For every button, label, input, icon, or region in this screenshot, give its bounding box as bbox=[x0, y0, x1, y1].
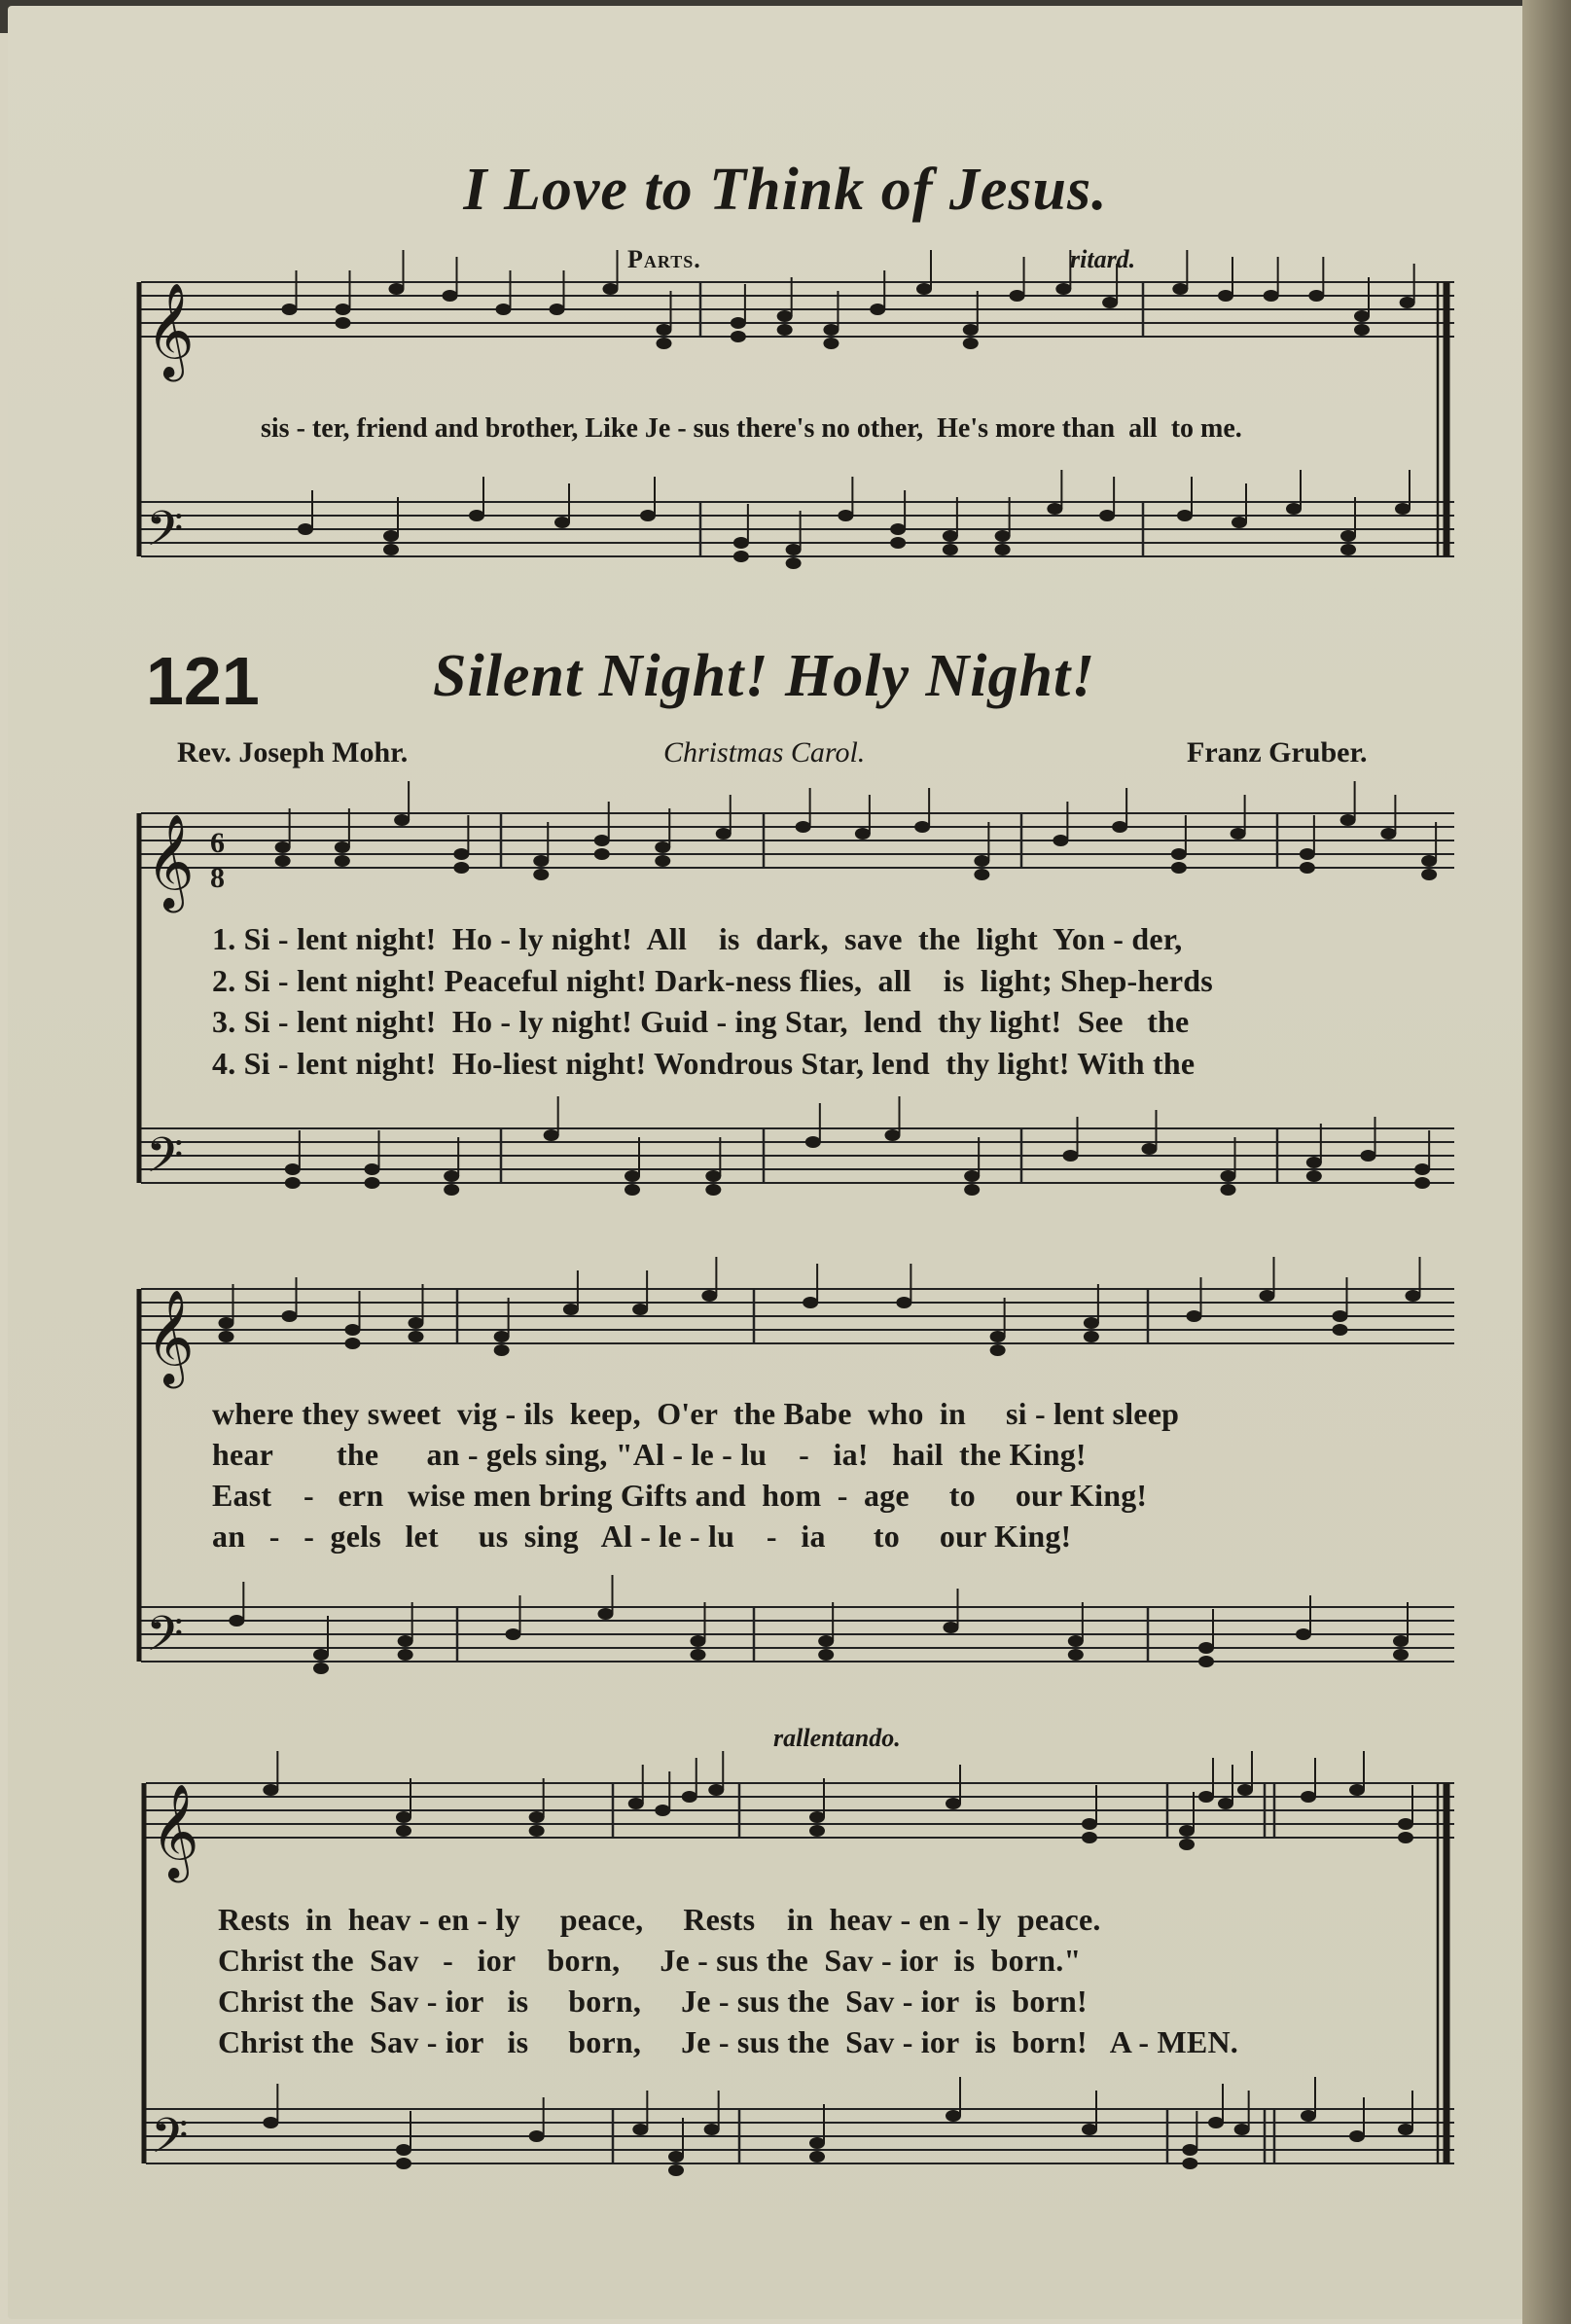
note bbox=[603, 283, 619, 295]
note bbox=[365, 1163, 380, 1175]
note bbox=[1208, 2117, 1224, 2128]
note bbox=[1393, 1635, 1409, 1647]
note bbox=[1308, 290, 1324, 302]
note bbox=[914, 821, 930, 833]
hymn-title: Silent Night! Holy Night! bbox=[433, 643, 1096, 709]
note bbox=[995, 544, 1011, 555]
note bbox=[1414, 1163, 1430, 1175]
note bbox=[263, 1784, 278, 1796]
note bbox=[365, 1177, 380, 1189]
note bbox=[1400, 297, 1415, 308]
bass-clef-icon: 𝄢 bbox=[146, 1127, 184, 1196]
note bbox=[1333, 1310, 1348, 1322]
note bbox=[1380, 828, 1396, 840]
note bbox=[313, 1663, 329, 1674]
note bbox=[657, 324, 672, 336]
note bbox=[506, 1628, 521, 1640]
note bbox=[655, 841, 670, 853]
note bbox=[1053, 835, 1068, 846]
note bbox=[777, 310, 793, 322]
bass-clef-icon: 𝄢 bbox=[151, 2108, 189, 2176]
note bbox=[890, 523, 906, 535]
note bbox=[298, 523, 313, 535]
note bbox=[1232, 517, 1247, 528]
note bbox=[855, 828, 871, 840]
note bbox=[1395, 503, 1410, 515]
note bbox=[974, 855, 989, 867]
composer-credit: Franz Gruber. bbox=[1187, 736, 1368, 769]
note bbox=[818, 1649, 834, 1661]
note bbox=[383, 544, 399, 555]
note bbox=[1398, 2124, 1413, 2135]
bass-clef-icon: 𝄢 bbox=[146, 501, 184, 569]
note bbox=[1187, 1310, 1202, 1322]
note bbox=[1055, 283, 1071, 295]
note bbox=[533, 855, 549, 867]
note bbox=[1047, 503, 1062, 515]
note bbox=[1349, 2130, 1365, 2142]
note bbox=[496, 304, 512, 315]
author-credit: Rev. Joseph Mohr. bbox=[177, 736, 409, 769]
note bbox=[809, 2137, 825, 2149]
note bbox=[396, 1811, 411, 1823]
note bbox=[708, 1784, 724, 1796]
hymn-number: 121 bbox=[146, 643, 260, 719]
note bbox=[704, 2124, 720, 2135]
lyric-line: Christ the Sav - ior is born, Je - sus the Sav - ior is born! A - MEN. bbox=[218, 2024, 1238, 2059]
note bbox=[598, 1608, 614, 1620]
note bbox=[1221, 1170, 1236, 1182]
note bbox=[335, 855, 350, 867]
note bbox=[1171, 848, 1187, 860]
note bbox=[990, 1344, 1006, 1356]
note bbox=[529, 1811, 545, 1823]
note bbox=[533, 869, 549, 880]
note bbox=[1198, 1656, 1214, 1667]
note bbox=[916, 283, 932, 295]
treble-clef-icon: 𝄞 bbox=[146, 813, 195, 909]
note bbox=[657, 338, 672, 349]
note bbox=[443, 290, 458, 302]
note bbox=[336, 317, 351, 329]
note bbox=[668, 2164, 684, 2176]
lyric-line: where they sweet vig - ils keep, O'er the Babe who in si - lent sleep bbox=[212, 1396, 1180, 1431]
note bbox=[1084, 1331, 1099, 1342]
note bbox=[731, 317, 746, 329]
note bbox=[1414, 1177, 1430, 1189]
note bbox=[1198, 1642, 1214, 1654]
note bbox=[1398, 1832, 1413, 1843]
note bbox=[668, 2151, 684, 2163]
note bbox=[1068, 1649, 1084, 1661]
note bbox=[809, 2151, 825, 2163]
note bbox=[1231, 828, 1246, 840]
note bbox=[444, 1184, 459, 1196]
treble-clef-icon: 𝄞 bbox=[146, 282, 195, 377]
lyric-line: Rests in heav - en - ly peace, Rests in heav - en - ly peace. bbox=[218, 1902, 1101, 1937]
note bbox=[396, 1825, 411, 1837]
note bbox=[823, 338, 839, 349]
note bbox=[1218, 1798, 1233, 1809]
note bbox=[396, 2144, 411, 2156]
note bbox=[336, 304, 351, 315]
lyric-line: 4. Si - lent night! Ho-liest night! Wondrous Star, lend thy light! With the bbox=[212, 1046, 1196, 1081]
note bbox=[805, 1136, 821, 1148]
note bbox=[285, 1177, 301, 1189]
note bbox=[229, 1615, 244, 1627]
note bbox=[964, 1184, 980, 1196]
note bbox=[733, 551, 749, 562]
note bbox=[628, 1798, 644, 1809]
note bbox=[398, 1649, 413, 1661]
lyric-line: 3. Si - lent night! Ho - ly night! Guid - ing Star, lend thy light! See the bbox=[212, 1004, 1190, 1039]
note bbox=[1260, 1290, 1275, 1302]
note bbox=[1340, 544, 1356, 555]
note bbox=[345, 1324, 361, 1336]
lyric-line: hear the an - gels sing, "Al - le - lu - ia! hail the King! bbox=[212, 1437, 1087, 1472]
note bbox=[1354, 310, 1370, 322]
note bbox=[398, 1635, 413, 1647]
note bbox=[838, 510, 853, 521]
note bbox=[1406, 1290, 1421, 1302]
note bbox=[640, 510, 656, 521]
note bbox=[219, 1317, 234, 1329]
note bbox=[885, 1129, 901, 1141]
note bbox=[632, 1304, 648, 1315]
note bbox=[786, 544, 802, 555]
note bbox=[655, 855, 670, 867]
note bbox=[1421, 855, 1437, 867]
note bbox=[444, 1170, 459, 1182]
note bbox=[275, 855, 291, 867]
note bbox=[396, 2158, 411, 2169]
note bbox=[529, 1825, 545, 1837]
note bbox=[1102, 297, 1118, 308]
note bbox=[701, 1290, 717, 1302]
note bbox=[995, 530, 1011, 542]
note bbox=[823, 324, 839, 336]
note bbox=[946, 1798, 961, 1809]
note bbox=[1301, 2110, 1316, 2122]
note bbox=[691, 1649, 706, 1661]
note bbox=[1306, 1157, 1322, 1168]
note bbox=[282, 1310, 298, 1322]
note bbox=[409, 1331, 424, 1342]
note bbox=[335, 841, 350, 853]
ritard-marking: ritard. bbox=[1070, 245, 1136, 273]
note bbox=[554, 517, 570, 528]
note bbox=[594, 835, 610, 846]
note bbox=[1234, 2124, 1250, 2135]
note bbox=[1221, 1184, 1236, 1196]
note bbox=[1237, 1784, 1253, 1796]
note bbox=[809, 1825, 825, 1837]
note bbox=[1082, 2124, 1097, 2135]
note bbox=[705, 1170, 721, 1182]
note bbox=[731, 331, 746, 342]
note bbox=[625, 1184, 640, 1196]
note bbox=[1421, 869, 1437, 880]
lyric-line: 1. Si - lent night! Ho - ly night! All is dark, save the light Yon - der, bbox=[212, 921, 1183, 956]
note bbox=[1340, 814, 1356, 826]
note bbox=[890, 537, 906, 549]
note bbox=[1112, 821, 1127, 833]
note bbox=[544, 1129, 559, 1141]
lyric-line: 2. Si - lent night! Peaceful night! Dark-ness flies, all is light; Shep-herds bbox=[212, 963, 1213, 998]
note bbox=[1010, 290, 1025, 302]
note bbox=[786, 557, 802, 569]
note bbox=[219, 1331, 234, 1342]
note bbox=[809, 1811, 825, 1823]
note bbox=[529, 2130, 545, 2142]
note bbox=[896, 1297, 911, 1308]
note bbox=[1182, 2158, 1197, 2169]
note bbox=[594, 848, 610, 860]
note bbox=[1354, 324, 1370, 336]
note bbox=[818, 1635, 834, 1647]
note bbox=[550, 304, 565, 315]
note bbox=[964, 1170, 980, 1182]
note bbox=[963, 338, 979, 349]
note bbox=[1349, 1784, 1365, 1796]
treble-clef-icon: 𝄞 bbox=[146, 1289, 195, 1384]
lyric-line: East - ern wise men bring Gifts and hom - age to our King! bbox=[212, 1478, 1148, 1513]
parts-label: Parts. bbox=[627, 245, 701, 273]
hymn-top-lyric: sis - ter, friend and brother, Like Je - sus there's no other, He's more than all to me. bbox=[261, 413, 1242, 444]
note bbox=[453, 848, 469, 860]
note bbox=[1082, 1832, 1097, 1843]
note bbox=[946, 2110, 961, 2122]
note bbox=[1300, 848, 1315, 860]
note bbox=[682, 1791, 697, 1803]
note bbox=[1218, 290, 1233, 302]
note bbox=[990, 1331, 1006, 1342]
note bbox=[285, 1163, 301, 1175]
note bbox=[494, 1344, 510, 1356]
note bbox=[263, 2117, 278, 2128]
bass-clef-icon: 𝄢 bbox=[146, 1606, 184, 1674]
note bbox=[1286, 503, 1302, 515]
note bbox=[803, 1297, 818, 1308]
lyric-line: Christ the Sav - ior born, Je - sus the Sav - ior is born." bbox=[218, 1943, 1082, 1978]
note bbox=[796, 821, 811, 833]
note bbox=[963, 324, 979, 336]
note bbox=[1179, 1839, 1195, 1850]
note bbox=[389, 283, 405, 295]
note bbox=[1333, 1324, 1348, 1336]
note bbox=[345, 1338, 361, 1349]
note bbox=[494, 1331, 510, 1342]
time-signature: 6 bbox=[210, 827, 225, 859]
note bbox=[409, 1317, 424, 1329]
note bbox=[394, 814, 410, 826]
time-signature: 8 bbox=[210, 862, 225, 894]
note bbox=[655, 1805, 670, 1816]
note bbox=[733, 537, 749, 549]
rallentando-marking: rallentando. bbox=[773, 1724, 901, 1752]
treble-clef-icon: 𝄞 bbox=[151, 1783, 199, 1878]
note bbox=[974, 869, 989, 880]
note bbox=[1063, 1150, 1079, 1162]
note bbox=[632, 2124, 648, 2135]
note bbox=[1179, 1825, 1195, 1837]
note bbox=[1264, 290, 1279, 302]
hymn-top-title: I Love to Think of Jesus. bbox=[463, 157, 1108, 223]
note bbox=[1068, 1635, 1084, 1647]
note bbox=[943, 544, 958, 555]
note bbox=[943, 530, 958, 542]
note bbox=[1393, 1649, 1409, 1661]
note bbox=[705, 1184, 721, 1196]
note bbox=[625, 1170, 640, 1182]
note bbox=[1177, 510, 1193, 521]
note bbox=[469, 510, 484, 521]
note bbox=[944, 1622, 959, 1633]
note bbox=[275, 841, 291, 853]
lyric-line: Christ the Sav - ior is born, Je - sus the Sav - ior is born! bbox=[218, 1984, 1088, 2019]
note bbox=[282, 304, 298, 315]
hymn-subtitle: Christmas Carol. bbox=[663, 736, 866, 769]
note bbox=[383, 530, 399, 542]
note bbox=[1398, 1818, 1413, 1830]
note bbox=[1198, 1791, 1214, 1803]
note bbox=[1306, 1170, 1322, 1182]
note bbox=[1099, 510, 1115, 521]
lyric-line: an - - gels let us sing Al - le - lu - ia to our King! bbox=[212, 1519, 1072, 1554]
note bbox=[1182, 2144, 1197, 2156]
note bbox=[1172, 283, 1188, 295]
note bbox=[777, 324, 793, 336]
note bbox=[1171, 862, 1187, 874]
note bbox=[691, 1635, 706, 1647]
note bbox=[563, 1304, 579, 1315]
note bbox=[1340, 530, 1356, 542]
note bbox=[1084, 1317, 1099, 1329]
note bbox=[1361, 1150, 1376, 1162]
note bbox=[1296, 1628, 1311, 1640]
note bbox=[716, 828, 732, 840]
note bbox=[870, 304, 885, 315]
note bbox=[453, 862, 469, 874]
note bbox=[1082, 1818, 1097, 1830]
note bbox=[313, 1649, 329, 1661]
note bbox=[1301, 1791, 1316, 1803]
note bbox=[1142, 1143, 1158, 1155]
note bbox=[1300, 862, 1315, 874]
